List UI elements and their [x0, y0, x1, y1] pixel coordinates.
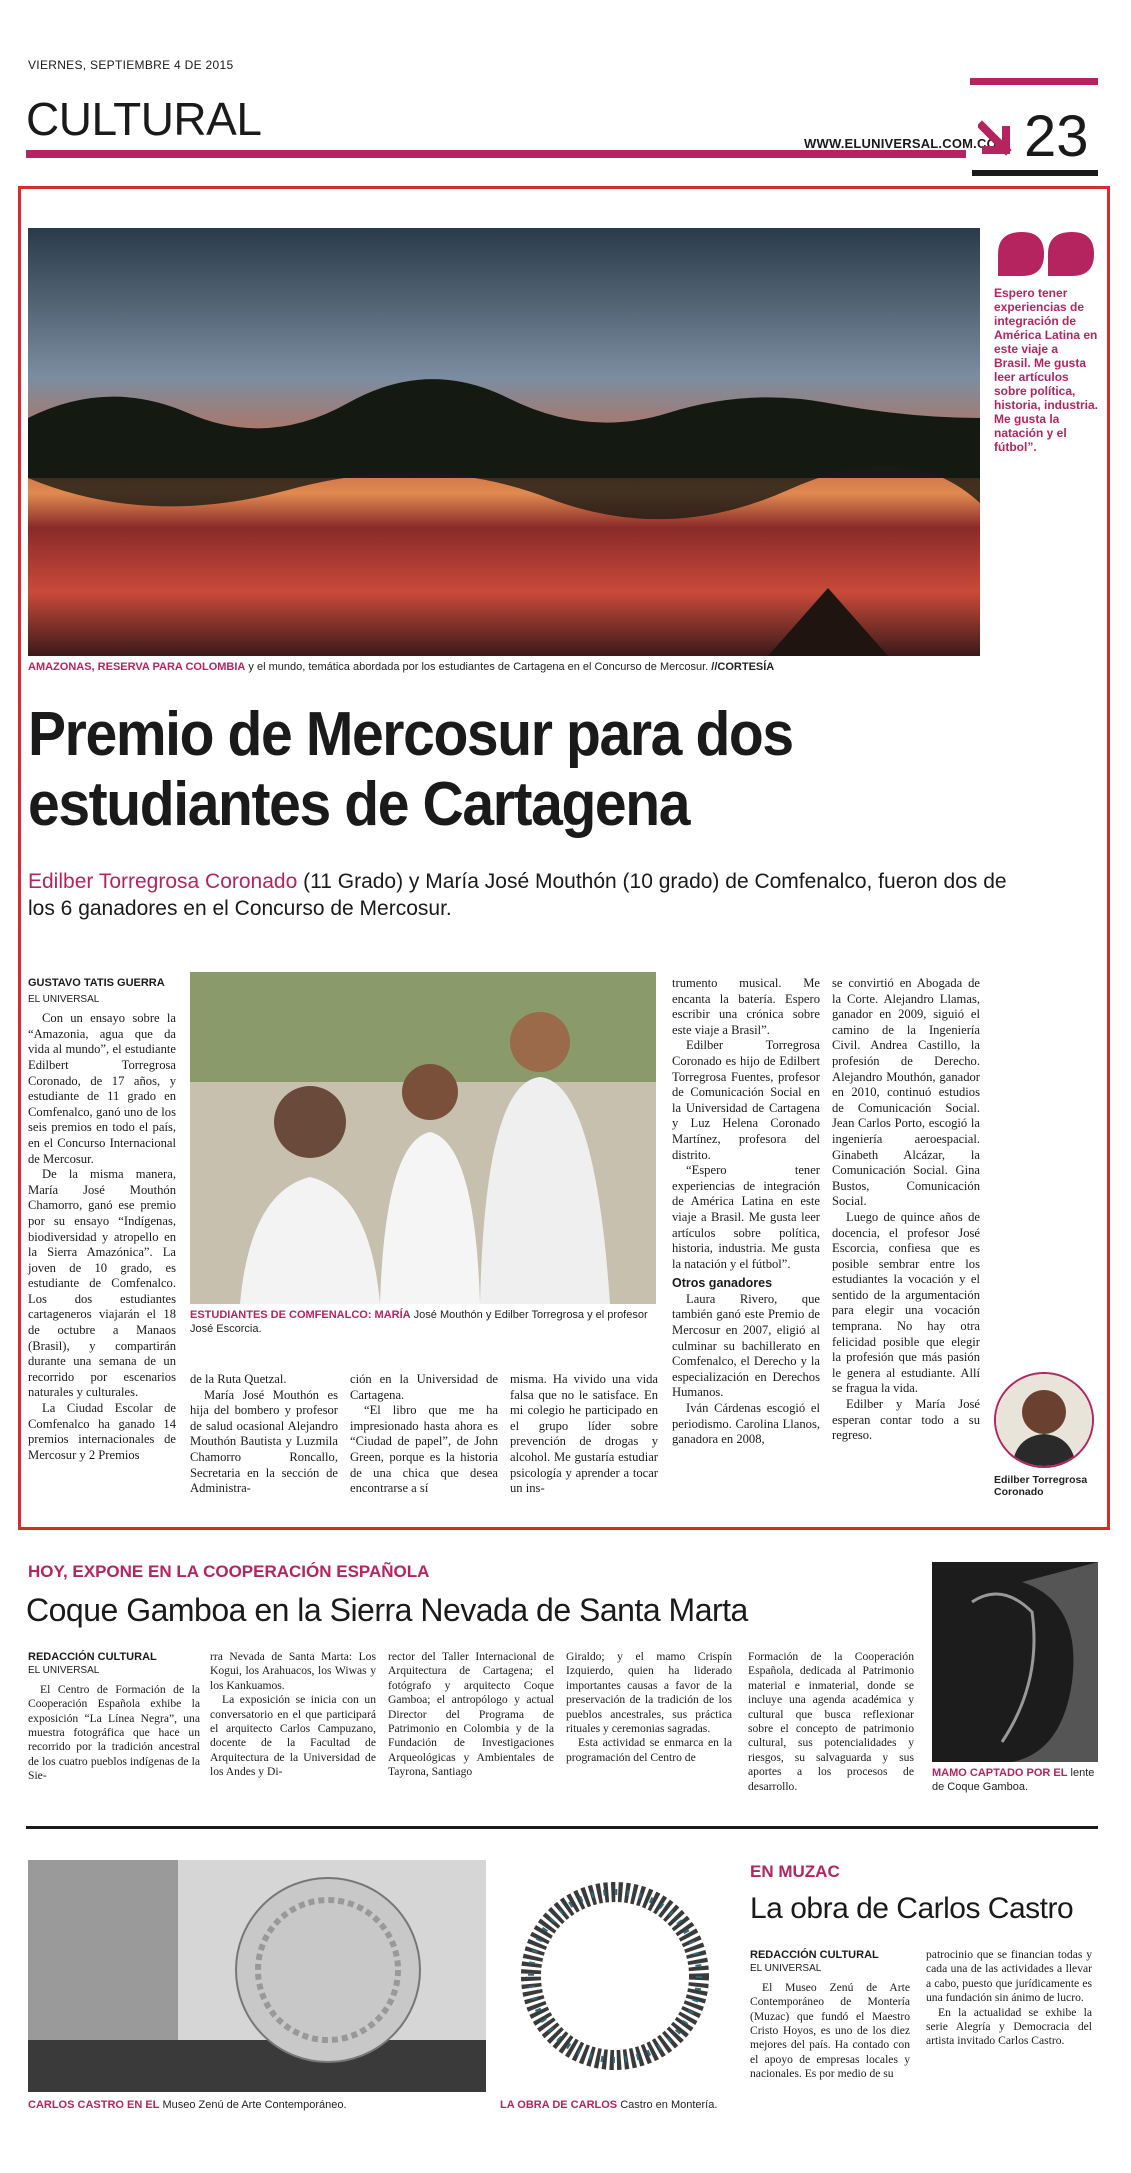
sculpture-photo-caption-text: Museo Zenú de Arte Contemporáneo.	[159, 2099, 347, 2111]
paragraph: Iván Cárdenas escogió el periodismo. Carolina Llanos, ganadora en 2008,	[672, 1401, 820, 1447]
sculpture-photo-caption-highlight: CARLOS CASTRO EN EL	[28, 2099, 160, 2111]
lead-column-4	[510, 1372, 658, 1497]
lead-column-6	[832, 976, 980, 1444]
second-headline: Coque Gamboa en la Sierra Nevada de Santa Marta	[26, 1592, 748, 1628]
mamo-photo-caption	[932, 1766, 1098, 1794]
lead-photo-credit: //CORTESÍA	[708, 661, 775, 673]
header-rule	[26, 150, 966, 158]
paragraph: trumento musical. Me encanta la batería. Espero escribir una crónica sobre este viaje a Brasil”.	[672, 976, 820, 1037]
dateline: VIERNES, SEPTIEMBRE 4 DE 2015	[28, 58, 234, 72]
paragraph: Esta actividad se enmarca en la programación del Centro de	[566, 1736, 732, 1764]
paragraph: rector del Taller Internacional de Arquitectura de Cartagena; el fotógrafo y arquitecto Coque Gamboa; el antropólogo y actual Director del Programa de Patrimonio en Colombia y de la Fundación de Investigaciones Arqueológicas y Ambientales de Tayrona, Santiago	[388, 1650, 554, 1779]
second-source: EL UNIVERSAL	[28, 1665, 100, 1677]
sculpture-photo-caption	[28, 2098, 486, 2112]
second-byline: REDACCIÓN CULTURAL	[28, 1651, 157, 1663]
paragraph: Con un ensayo sobre la “Amazonia, agua que da vida al mundo”, el estudiante Edilbert Torregrosa Coronado, de 17 años, y estudiante de 11 grado en Comfenalco, ganó uno de los seis premios en todo el país, en el Concurso Internacional de Mercosur.	[28, 1011, 176, 1166]
edilber-portrait	[994, 1372, 1094, 1468]
arrow-down-right-icon	[978, 118, 1020, 160]
lead-headline-line1: Premio de Mercosur para dos	[28, 700, 793, 769]
lead-column-1	[28, 976, 176, 1463]
paragraph: Formación de la Cooperación Española, dedicada al Patrimonio material e inmaterial, donde se incluye una agenda académica y cultural que busca reflexionar sobre el concepto de patrimonio cultural, sus potencialidades y riesgos, su salvaguarda y sus aportes a los procesos de desarrollo.	[748, 1650, 914, 1793]
third-headline: La obra de Carlos Castro	[750, 1892, 1074, 1925]
paragraph: Edilber y María José esperan contar todo a su regreso.	[832, 1397, 980, 1443]
lead-deck-text: (11 Grado) y María José Mouthón (10 grado) de Comfenalco, fueron dos de los 6 ganadores en el Concurso de Mercosur.	[28, 870, 1007, 920]
paragraph: de la Ruta Quetzal.	[190, 1372, 287, 1386]
third-column-2	[926, 1948, 1092, 2049]
wreath-photo-caption	[500, 2098, 740, 2112]
third-kicker: EN MUZAC	[750, 1862, 840, 1881]
amazon-sunset-photo	[28, 228, 980, 656]
third-byline: REDACCIÓN CULTURAL	[750, 1949, 879, 1961]
paragraph: La exposición se inicia con un conversatorio en el que participará el arquitecto Carlos Campuzano, docente de la Facultad de Arquitectura de la Universidad de los Andes y Di-	[210, 1693, 376, 1779]
paragraph: misma. Ha vivido una vida falsa que no le satisface. En mi colegio he participado en el grupo líder sobre prevención de drogas y alcohol. Me gustaría estudiar psicología y aprender a tocar un ins-	[510, 1372, 658, 1496]
lead-column-2	[190, 1372, 338, 1497]
third-column-1	[750, 1948, 910, 2082]
mamo-photo-caption-highlight: MAMO CAPTADO POR EL	[932, 1767, 1068, 1779]
portrait-caption: Edilber Torregrosa Coronado	[994, 1474, 1088, 1498]
lead-column-5	[672, 976, 820, 1448]
lead-headline	[28, 700, 948, 840]
lead-deck	[28, 868, 1028, 922]
page-number: 23	[1024, 104, 1089, 169]
paragraph: El Centro de Formación de la Cooperación Española exhibe la exposición “La Línea Negra”, una muestra fotográfica que hace un recorrido por la tradición ancestral de los cuatro pueblos indígenas de la Sie-	[28, 1682, 200, 1783]
students-photo-caption-text: José Mouthón y Edilber Torregrosa y el profesor José Escorcia.	[190, 1309, 648, 1335]
wreath-photo-caption-highlight: LA OBRA DE CARLOS	[500, 2099, 618, 2111]
second-kicker: HOY, EXPONE EN LA COOPERACIÓN ESPAÑOLA	[28, 1562, 430, 1581]
paragraph: rra Nevada de Santa Marta: Los Kogui, los Arahuacos, los Wiwas y los Kankuamos.	[210, 1650, 376, 1692]
paragraph: patrocinio que se financian todas y cada una de las actividades a llevar a cabo, puesto que jurídicamente es una fundación sin ánimo de lucro.	[926, 1948, 1092, 2005]
paragraph: De la misma manera, María José Mouthón Chamorro, ganó ese premio por su ensayo “Indígenas, biodiversidad y atropello en la Sierra Amazónica”. La joven de 10 grado, es estudiante de Comfenalco. Los dos estudiantes cartageneros viajarán el 18 de octubre a Manaos (Brasil), y compartirán durante una semana de un recorrido por escenarios naturales y culturales.	[28, 1167, 176, 1400]
sculpture-photo	[28, 1860, 486, 2092]
second-column-5	[748, 1650, 914, 1794]
paragraph: ción en la Universidad de Cartagena.	[350, 1372, 498, 1402]
section-title: CULTURAL	[26, 93, 262, 145]
page-number-rule	[972, 170, 1098, 176]
lead-photo-caption-text: y el mundo, temática abordada por los estudiantes de Cartagena en el Concurso de Mercosur.	[245, 661, 709, 673]
second-column-1	[28, 1650, 200, 1784]
paragraph: “Espero tener experiencias de integración de América Latina en este viaje a Brasil. Me gusta leer artículos sobre política, historia, industria. Me gusta la natación y el fútbol”.	[672, 1163, 820, 1271]
paragraph: La Ciudad Escolar de Comfenalco ha ganado 14 premios internacionales de Mercosur y 2 Premios	[28, 1401, 176, 1462]
second-column-2	[210, 1650, 376, 1780]
mamo-photo	[932, 1562, 1098, 1762]
paragraph: En la actualidad se exhibe la serie Alegría y Democracia del artista invitado Carlos Castro.	[926, 2005, 1092, 2048]
paragraph: se convirtió en Abogada de la Corte. Alejandro Llamas, ganador en 2009, siguió el camino de la Ingeniería Civil. Andrea Castillo, la profesión de Derecho. Alejandro Mouthón, ganador en 2010, continuó estudios de Comunicación Social. Jean Carlos Porto, escogió la ingeniería aeroespacial. Ginabeth Alcázar, la Comunicación Social. Gina Bustos, Comunicación Social.	[832, 976, 980, 1209]
lead-photo-caption	[28, 660, 978, 674]
students-photo-caption	[190, 1308, 656, 1336]
lead-source: EL UNIVERSAL	[28, 993, 100, 1005]
paragraph: Giraldo; y el mamo Crispín Izquierdo, quien ha liderado importantes causas a favor de la preservación de la tradición de los pueblos ancestrales, sus práctica rituales y ceremonias sagradas.	[566, 1650, 732, 1736]
wreath-photo-caption-text: Castro en Montería.	[617, 2099, 718, 2111]
lead-column-3	[350, 1372, 498, 1497]
lead-headline-line2: estudiantes de Cartagena	[28, 770, 690, 839]
paragraph: Luego de quince años de docencia, el profesor José Escorcia, confiesa que es posible sembrar entre los estudiantes la vocación y el sentido de la argumentación para elegir una vocación temprana. No hay otra felicidad posible que elegir la profesión que más pasión le genera al estudiante. Allí se fragua la vida.	[832, 1209, 980, 1396]
paragraph: Laura Rivero, que también ganó este Premio de Mercosur en 2007, eligió al culminar su bachillerato en Comfenalco, el Derecho y la especialización en Derechos Humanos.	[672, 1291, 820, 1400]
header-accent-rule	[970, 78, 1098, 85]
pull-quote: Espero tener experiencias de integración de América Latina en este viaje a Brasil. Me gusta leer artículos sobre política, historia, industria. Me gusta la natación y el fútbol”.	[994, 286, 1099, 454]
students-photo-caption-highlight: ESTUDIANTES DE COMFENALCO: MARÍA	[190, 1309, 411, 1321]
wreath-artwork-photo	[500, 1860, 730, 2092]
website-url[interactable]: WWW.ELUNIVERSAL.COM.CO	[804, 136, 997, 151]
lead-deck-highlight: Edilber Torregrosa Coronado	[28, 870, 298, 893]
quote-icon	[994, 228, 1098, 280]
subheading-otros-ganadores: Otros ganadores	[672, 1276, 773, 1291]
paragraph: “El libro que me ha impresionado hasta ahora es “Ciudad de papel”, de John Green, porque es la historia de una chica que desea encontrarse a sí	[350, 1403, 498, 1496]
paragraph: María José Mouthón es hija del bombero y profesor de salud ocasional Alejandro Mouthón Bautista y Luzmila Chamorro Roncallo, Secretaria en la sección de Administra-	[190, 1387, 338, 1496]
second-column-4	[566, 1650, 732, 1765]
mamo-photo-caption-text: lente de Coque Gamboa.	[932, 1767, 1095, 1793]
lead-photo-caption-highlight: AMAZONAS, RESERVA PARA COLOMBIA	[28, 661, 246, 673]
section-divider	[26, 1826, 1098, 1829]
third-source: EL UNIVERSAL	[750, 1963, 822, 1975]
second-column-3	[388, 1650, 554, 1780]
paragraph: El Museo Zenú de Arte Contemporáneo de Montería (Muzac) que fundó el Maestro Cristo Hoyos, es uno de los diez mejores del país. Ha contado con el apoyo de empresas locales y nacionales. Es por medio de su	[750, 1980, 910, 2081]
lead-byline: GUSTAVO TATIS GUERRA	[28, 977, 165, 989]
students-photo	[190, 972, 656, 1304]
paragraph: Edilber Torregrosa Coronado es hijo de Edilbert Torregrosa Fuentes, profesor de Comunicación Social en la Universidad de Cartagena y Luz Helena Coronado Martínez, profesora del distrito.	[672, 1038, 820, 1162]
